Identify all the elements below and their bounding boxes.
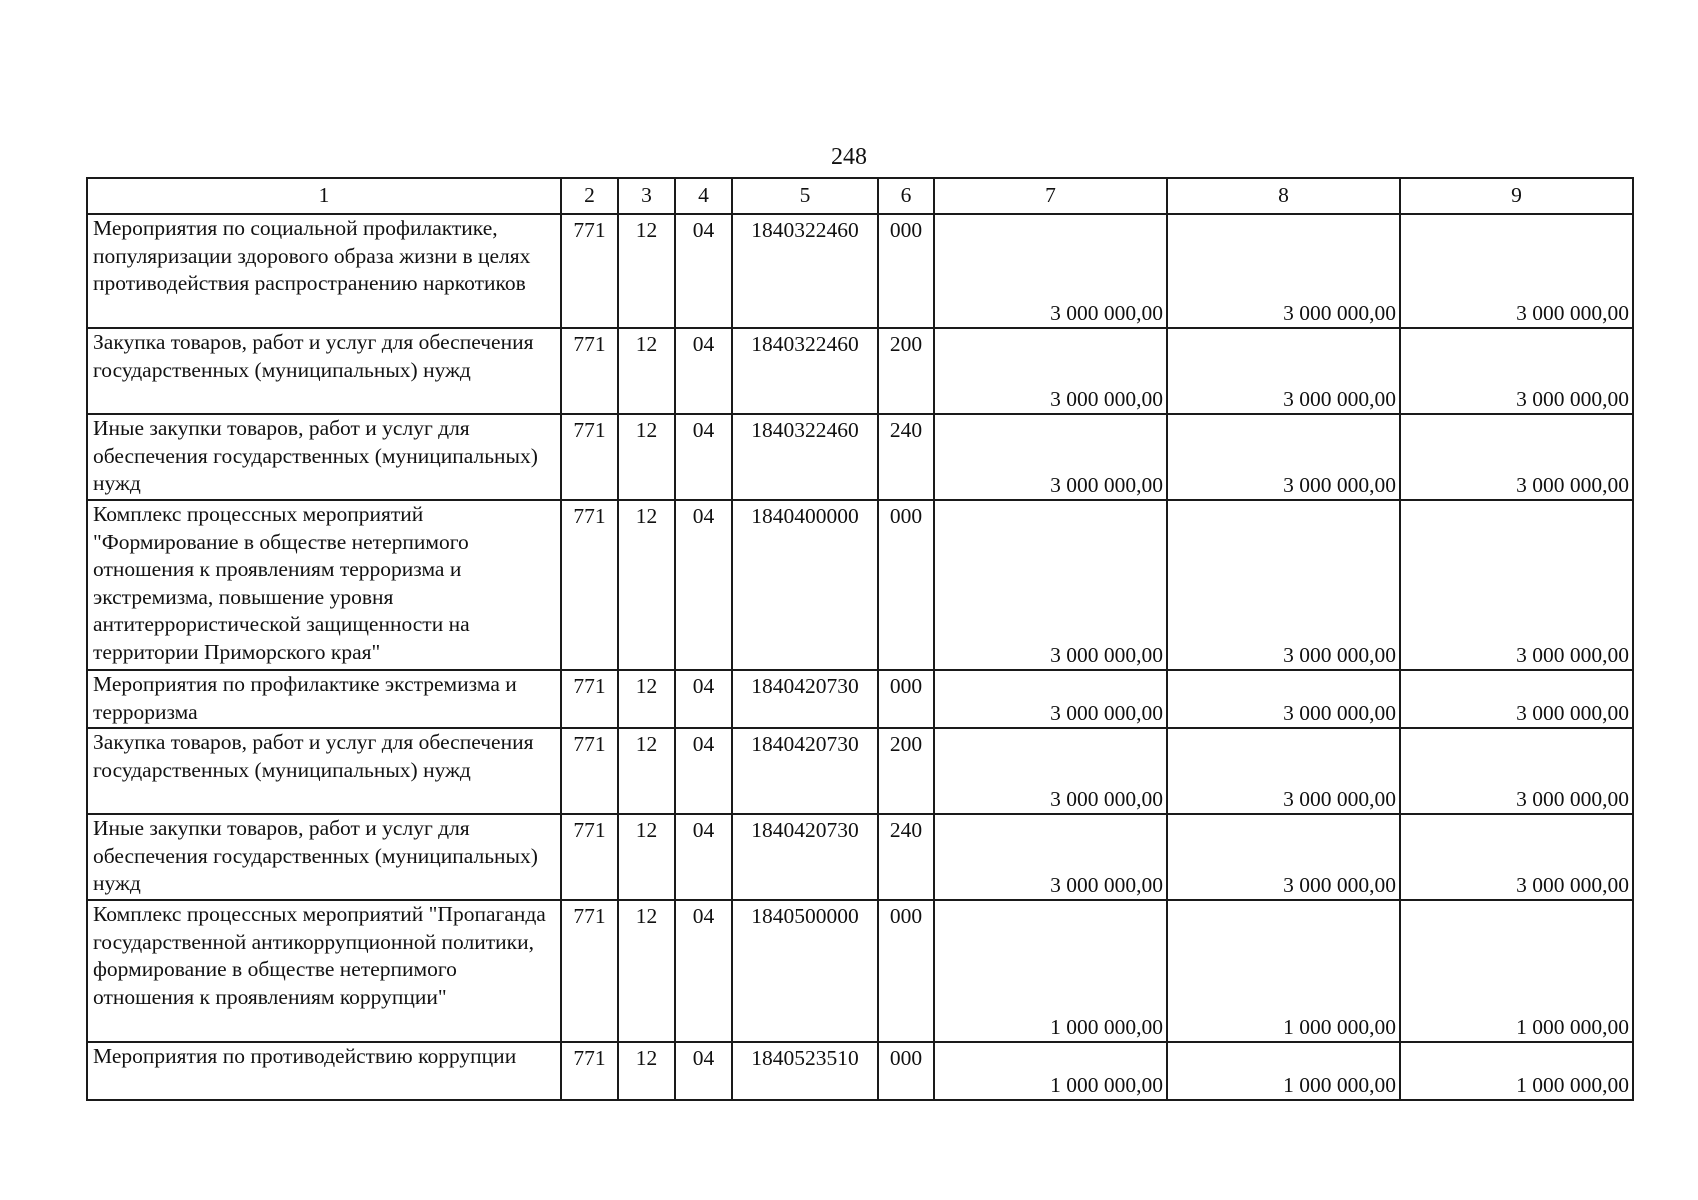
code-cell: 771 bbox=[561, 814, 618, 900]
code-cell: 04 bbox=[675, 328, 732, 414]
amount-cell: 3 000 000,00 bbox=[1400, 414, 1633, 500]
code-cell: 12 bbox=[618, 670, 675, 728]
header-row bbox=[87, 178, 1633, 214]
code-cell: 04 bbox=[675, 214, 732, 328]
code-cell: 12 bbox=[618, 814, 675, 900]
amount-cell: 3 000 000,00 bbox=[1167, 214, 1400, 328]
amount-cell: 3 000 000,00 bbox=[1400, 214, 1633, 328]
amount-cell: 3 000 000,00 bbox=[934, 214, 1167, 328]
amount-cell: 3 000 000,00 bbox=[1400, 500, 1633, 670]
header-col-3: 3 bbox=[618, 178, 675, 214]
code-cell: 771 bbox=[561, 328, 618, 414]
row-name-cell: Закупка товаров, работ и услуг для обеспечения государственных (муниципальных) нужд bbox=[87, 328, 561, 414]
amount-cell: 3 000 000,00 bbox=[1400, 728, 1633, 814]
code-cell: 04 bbox=[675, 900, 732, 1042]
amount-cell: 3 000 000,00 bbox=[934, 328, 1167, 414]
table-row bbox=[87, 728, 1633, 814]
code-cell: 1840420730 bbox=[732, 670, 878, 728]
code-cell: 771 bbox=[561, 500, 618, 670]
code-cell: 000 bbox=[878, 214, 934, 328]
header-col-8: 8 bbox=[1167, 178, 1400, 214]
code-cell: 1840420730 bbox=[732, 728, 878, 814]
amount-cell: 1 000 000,00 bbox=[934, 1042, 1167, 1100]
code-cell: 771 bbox=[561, 414, 618, 500]
header-col-1: 1 bbox=[87, 178, 561, 214]
amount-cell: 3 000 000,00 bbox=[1167, 728, 1400, 814]
amount-cell: 1 000 000,00 bbox=[934, 900, 1167, 1042]
code-cell: 771 bbox=[561, 670, 618, 728]
amount-cell: 3 000 000,00 bbox=[934, 414, 1167, 500]
amount-cell: 3 000 000,00 bbox=[1167, 500, 1400, 670]
code-cell: 771 bbox=[561, 728, 618, 814]
header-col-9: 9 bbox=[1400, 178, 1633, 214]
code-cell: 04 bbox=[675, 670, 732, 728]
code-cell: 771 bbox=[561, 900, 618, 1042]
code-cell: 000 bbox=[878, 670, 934, 728]
table-row bbox=[87, 1042, 1633, 1100]
code-cell: 04 bbox=[675, 500, 732, 670]
table-row bbox=[87, 814, 1633, 900]
code-cell: 1840523510 bbox=[732, 1042, 878, 1100]
row-name-cell: Комплекс процессных мероприятий "Формирование в обществе нетерпимого отношения к проявлениям терроризма и экстремизма, повышение уровня антитеррористической защищенности на территории Приморского края" bbox=[87, 500, 561, 670]
code-cell: 04 bbox=[675, 1042, 732, 1100]
header-col-5: 5 bbox=[732, 178, 878, 214]
amount-cell: 3 000 000,00 bbox=[1167, 670, 1400, 728]
header-col-2: 2 bbox=[561, 178, 618, 214]
code-cell: 04 bbox=[675, 814, 732, 900]
amount-cell: 3 000 000,00 bbox=[1167, 814, 1400, 900]
amount-cell: 3 000 000,00 bbox=[1400, 814, 1633, 900]
amount-cell: 3 000 000,00 bbox=[1167, 328, 1400, 414]
code-cell: 12 bbox=[618, 1042, 675, 1100]
amount-cell: 3 000 000,00 bbox=[1167, 414, 1400, 500]
amount-cell: 1 000 000,00 bbox=[1167, 900, 1400, 1042]
row-name-cell: Комплекс процессных мероприятий "Пропаганда государственной антикоррупционной политики, формирование в обществе нетерпимого отношения к проявлениям коррупции" bbox=[87, 900, 561, 1042]
code-cell: 04 bbox=[675, 728, 732, 814]
amount-cell: 1 000 000,00 bbox=[1400, 900, 1633, 1042]
code-cell: 12 bbox=[618, 728, 675, 814]
code-cell: 200 bbox=[878, 728, 934, 814]
code-cell: 12 bbox=[618, 500, 675, 670]
code-cell: 240 bbox=[878, 414, 934, 500]
code-cell: 12 bbox=[618, 900, 675, 1042]
row-name-cell: Мероприятия по профилактике экстремизма и терроризма bbox=[87, 670, 561, 728]
amount-cell: 3 000 000,00 bbox=[1400, 328, 1633, 414]
budget-table bbox=[86, 177, 1634, 1101]
amount-cell: 1 000 000,00 bbox=[1167, 1042, 1400, 1100]
code-cell: 000 bbox=[878, 1042, 934, 1100]
row-name-cell: Иные закупки товаров, работ и услуг для обеспечения государственных (муниципальных) нужд bbox=[87, 814, 561, 900]
table-header bbox=[87, 178, 1633, 214]
code-cell: 1840322460 bbox=[732, 214, 878, 328]
header-col-6: 6 bbox=[878, 178, 934, 214]
table-row bbox=[87, 214, 1633, 328]
table-row bbox=[87, 900, 1633, 1042]
table-row bbox=[87, 414, 1633, 500]
code-cell: 771 bbox=[561, 1042, 618, 1100]
code-cell: 1840400000 bbox=[732, 500, 878, 670]
code-cell: 1840420730 bbox=[732, 814, 878, 900]
code-cell: 04 bbox=[675, 414, 732, 500]
table-row bbox=[87, 670, 1633, 728]
code-cell: 000 bbox=[878, 900, 934, 1042]
header-col-7: 7 bbox=[934, 178, 1167, 214]
row-name-cell: Иные закупки товаров, работ и услуг для обеспечения государственных (муниципальных) нужд bbox=[87, 414, 561, 500]
header-col-4: 4 bbox=[675, 178, 732, 214]
code-cell: 1840322460 bbox=[732, 328, 878, 414]
code-cell: 240 bbox=[878, 814, 934, 900]
code-cell: 000 bbox=[878, 500, 934, 670]
row-name-cell: Мероприятия по социальной профилактике, популяризации здорового образа жизни в целях противодействия распространению наркотиков bbox=[87, 214, 561, 328]
amount-cell: 3 000 000,00 bbox=[934, 500, 1167, 670]
table-body bbox=[87, 214, 1633, 1100]
row-name-cell: Закупка товаров, работ и услуг для обеспечения государственных (муниципальных) нужд bbox=[87, 728, 561, 814]
code-cell: 12 bbox=[618, 328, 675, 414]
code-cell: 12 bbox=[618, 214, 675, 328]
code-cell: 1840322460 bbox=[732, 414, 878, 500]
amount-cell: 1 000 000,00 bbox=[1400, 1042, 1633, 1100]
amount-cell: 3 000 000,00 bbox=[934, 814, 1167, 900]
page-number: 248 bbox=[831, 144, 867, 170]
code-cell: 12 bbox=[618, 414, 675, 500]
amount-cell: 3 000 000,00 bbox=[1400, 670, 1633, 728]
code-cell: 200 bbox=[878, 328, 934, 414]
row-name-cell: Мероприятия по противодействию коррупции bbox=[87, 1042, 561, 1100]
table-row bbox=[87, 500, 1633, 670]
code-cell: 1840500000 bbox=[732, 900, 878, 1042]
table-row bbox=[87, 328, 1633, 414]
code-cell: 771 bbox=[561, 214, 618, 328]
amount-cell: 3 000 000,00 bbox=[934, 670, 1167, 728]
amount-cell: 3 000 000,00 bbox=[934, 728, 1167, 814]
